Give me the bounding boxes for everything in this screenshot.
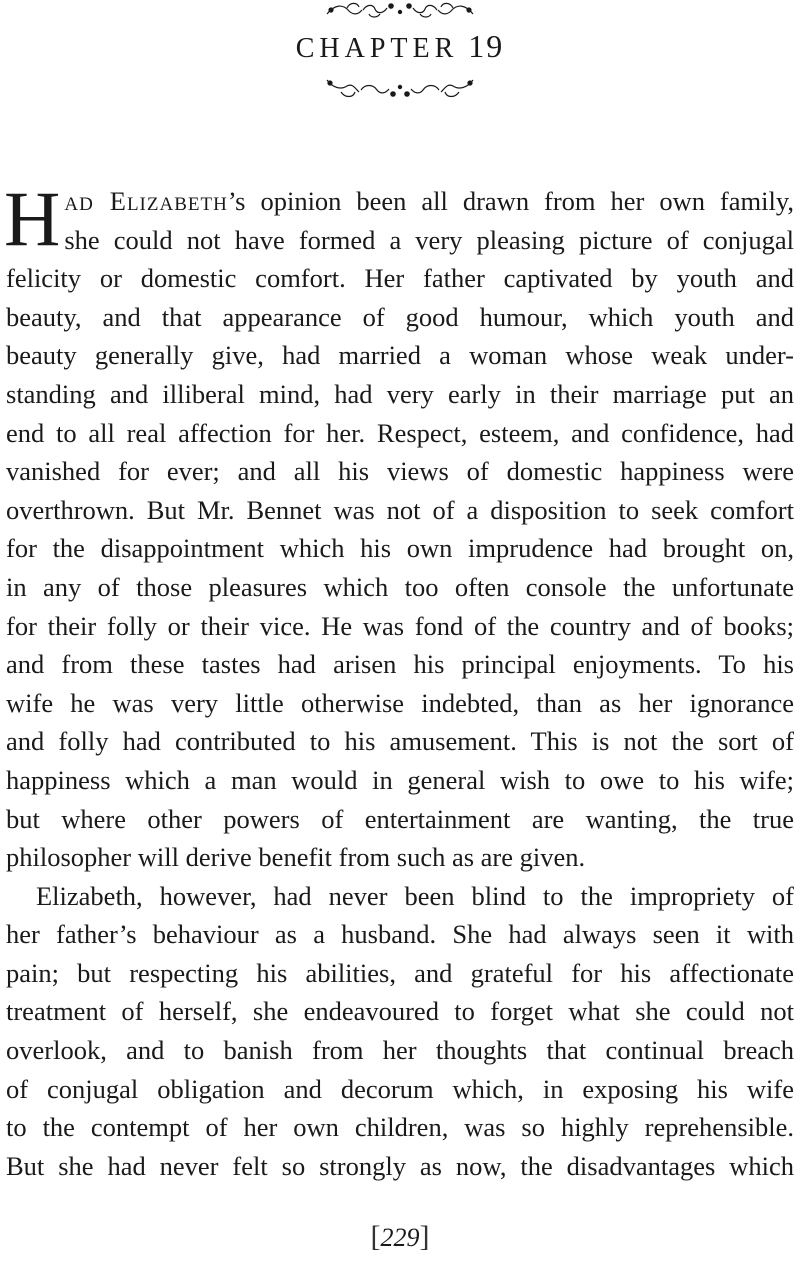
text-line: beauty generally give, had married a woman whose weak under-	[6, 340, 794, 371]
text-line: overlook, and to banish from her thoughts that continual breach	[6, 1035, 794, 1066]
text-line: felicity or domestic comfort. Her father captivated by youth and	[6, 263, 794, 294]
bracket-right-icon: ]	[419, 1220, 430, 1253]
bracket-left-icon: [	[370, 1220, 381, 1253]
page-number	[0, 1222, 800, 1253]
text-line: But she had never felt so strongly as now, the disadvantages which	[6, 1150, 794, 1181]
text-line: standing and illiberal mind, had very early in their marriage put an	[6, 378, 794, 409]
text-line: vanished for ever; and all his views of domestic happiness were	[6, 456, 794, 487]
text-line: of conjugal obligation and decorum which, in exposing his wife	[6, 1073, 794, 1104]
text-line: pain; but respecting his abilities, and grateful for his affectionate	[6, 957, 794, 988]
text-line: beauty, and that appearance of good humour, which youth and	[6, 301, 794, 332]
lead-in-smallcaps: ad Elizabeth	[64, 186, 228, 216]
chapter-number: 19	[468, 28, 505, 64]
flourish-icon	[325, 0, 475, 22]
text-line: treatment of herself, she endeavoured to forget what she could not	[6, 996, 794, 1027]
text-line: ad Elizabeth’s opinion been all drawn from her own family,	[64, 186, 794, 216]
chapter-heading	[0, 28, 800, 67]
text-line: her father’s behaviour as a husband. She had always seen it with	[6, 919, 794, 950]
text-line: wife he was very little otherwise indebted, than as her ignorance	[6, 687, 794, 718]
page-number-value: 229	[380, 1223, 420, 1252]
text-line: end to all real affection for her. Respect, esteem, and confidence, had	[6, 417, 794, 448]
bottom-ornament	[0, 74, 800, 102]
text-line: and folly had contributed to his amusement. This is not the sort of	[6, 726, 794, 757]
paragraph-2	[6, 877, 794, 1186]
chapter-label: CHAPTER	[295, 33, 459, 64]
text-line: overthrown. But Mr. Bennet was not of a disposition to seek comfort	[6, 494, 794, 525]
drop-cap: H	[4, 175, 61, 262]
text-line: philosopher will derive benefit from such as are given.	[6, 842, 586, 873]
text-line: Elizabeth, however, had never been blind to the impropriety of	[36, 880, 794, 911]
text-line: for the disappointment which his own imprudence had brought on,	[6, 533, 794, 564]
top-ornament	[0, 0, 800, 22]
text-line: to the contempt of her own children, was so highly reprehensible.	[6, 1112, 794, 1143]
text-line: happiness which a man would in general wish to owe to his wife;	[6, 764, 794, 795]
text-line: for their folly or their vice. He was fond of the country and of books;	[6, 610, 794, 641]
text-line: but where other powers of entertainment are wanting, the true	[6, 803, 794, 834]
text-line: and from these tastes had arisen his principal enjoyments. To his	[6, 649, 794, 680]
chapter-body	[4, 175, 794, 1185]
paragraph-1	[4, 175, 794, 877]
flourish-icon	[325, 74, 475, 102]
text-line: she could not have formed a very pleasing picture of conjugal	[64, 224, 794, 255]
text-line: in any of those pleasures which too often console the unfortunate	[6, 571, 794, 602]
